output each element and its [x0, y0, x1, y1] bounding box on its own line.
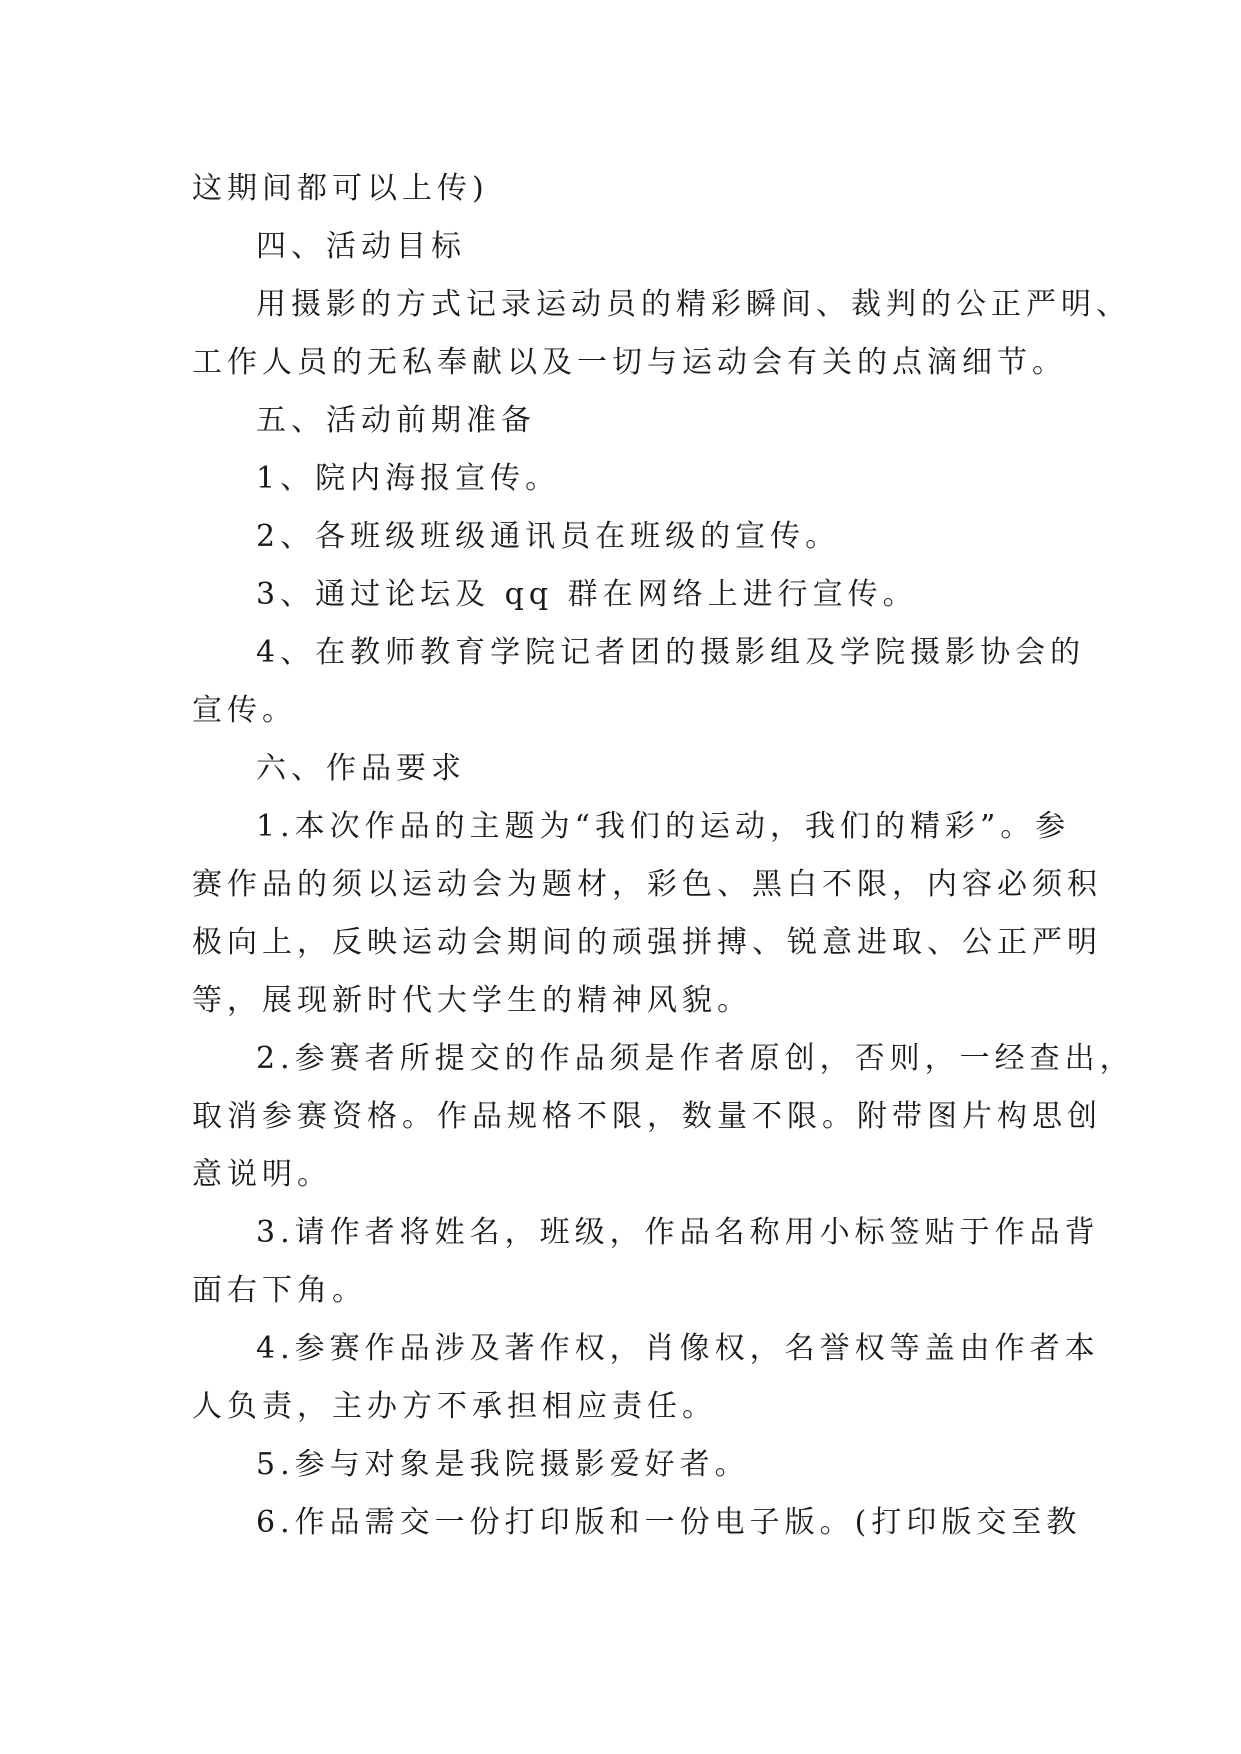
- text-line: 用摄影的方式记录运动员的精彩瞬间、裁判的公正严明、: [256, 287, 1131, 322]
- text-line: 4.参赛作品涉及著作权，肖像权，名誉权等盖由作者本: [256, 1331, 1100, 1366]
- text-line: 2.参赛者所提交的作品须是作者原创，否则，一经查出，: [256, 1041, 1135, 1076]
- text-line: 6.作品需交一份打印版和一份电子版。(打印版交至教: [256, 1505, 1082, 1540]
- body-text: [192, 160, 1135, 1552]
- text-line: 1.本次作品的主题为“我们的运动，我们的精彩”。参: [256, 809, 1071, 844]
- text-line: 3.请作者将姓名，班级，作品名称用小标签贴于作品背: [256, 1215, 1100, 1250]
- text-line: 5.参与对象是我院摄影爱好者。: [256, 1447, 750, 1482]
- text-line: 六、作品要求: [256, 751, 466, 786]
- text-line: 2、各班级班级通讯员在班级的宣传。: [256, 519, 841, 554]
- text-line: 五、活动前期准备: [256, 403, 536, 438]
- text-line: 宣传。: [192, 693, 297, 728]
- text-line: 赛作品的须以运动会为题材，彩色、黑白不限，内容必须积: [192, 867, 1102, 902]
- text-line: 极向上，反映运动会期间的顽强拼搏、锐意进取、公正严明: [192, 925, 1102, 960]
- text-line: 3、通过论坛及 qq 群在网络上进行宣传。: [256, 577, 918, 612]
- text-line: 意说明。: [192, 1157, 332, 1192]
- text-line: 面右下角。: [192, 1273, 367, 1308]
- text-line: 4、在教师教育学院记者团的摄影组及学院摄影协会的: [256, 635, 1086, 670]
- text-line: 取消参赛资格。作品规格不限，数量不限。附带图片构思创: [192, 1099, 1102, 1134]
- text-line: 四、活动目标: [256, 229, 466, 264]
- text-line: 1、院内海报宣传。: [256, 461, 561, 496]
- text-line: 人负责，主办方不承担相应责任。: [192, 1389, 717, 1424]
- text-line: 这期间都可以上传): [192, 171, 489, 206]
- text-line: 等，展现新时代大学生的精神风貌。: [192, 983, 752, 1018]
- text-line: 工作人员的无私奉献以及一切与运动会有关的点滴细节。: [192, 345, 1067, 380]
